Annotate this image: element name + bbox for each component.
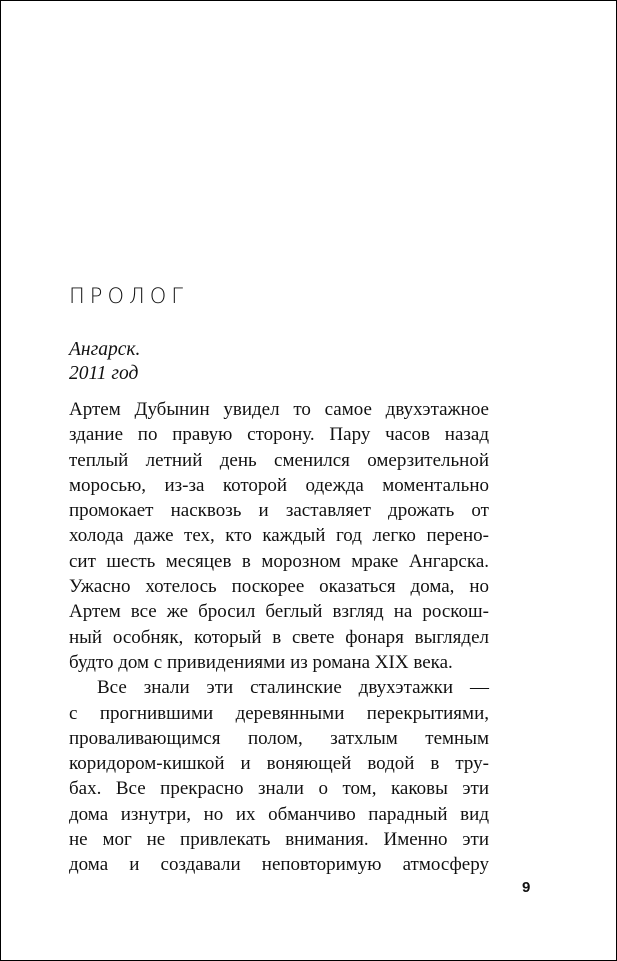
paragraph-2 (69, 675, 489, 877)
text-line: Артем Дубынин увидел то самое двухэтажное (69, 399, 489, 420)
text-line: бах. Все прекрасно знали о том, каковы эти (69, 778, 489, 800)
text-line: дома и создавали неповторимую атмосферу (69, 854, 489, 876)
location-place: Ангарск. (69, 339, 141, 360)
text-line: промокает насквозь и заставляет дрожать от (69, 500, 489, 522)
text-line: моросью, из-за которой одежда моментально (69, 474, 489, 496)
text-line: Артем все же бросил беглый взгляд на роскош- (69, 601, 489, 623)
chapter-title: ПРОЛОГ (69, 284, 189, 308)
text-line: проваливающимся полом, затхлым темным (69, 727, 489, 749)
paragraph-1 (69, 397, 489, 675)
location-heading (69, 338, 140, 386)
text-line: здание по правую сторону. Пару часов назад (69, 424, 489, 446)
text-line: холода даже тех, кто каждый год легко перено- (69, 525, 489, 547)
location-year: 2011 год (69, 363, 139, 384)
text-line: Все знали эти сталинские двухэтажки — (97, 677, 489, 699)
page-number: 9 (522, 879, 531, 896)
text-line: коридором-кишкой и воняющей водой в тру- (69, 753, 489, 775)
text-line: будто дом с привидениями из романа XIX века. (69, 651, 453, 673)
text-line: Ужасно хотелось поскорее оказаться дома, но (69, 576, 489, 598)
body-text (69, 397, 489, 878)
text-line: теплый летний день сменился омерзительной (69, 449, 489, 471)
text-line: сит шесть месяцев в морозном мраке Ангарска. (69, 550, 489, 572)
text-line: ный особняк, который в свете фонаря выглядел (69, 626, 489, 648)
text-line: с прогнившими деревянными перекрытиями, (69, 702, 489, 724)
text-line: не мог не привлекать внимания. Именно эти (69, 829, 489, 851)
text-line: дома изнутри, но их обманчиво парадный вид (69, 803, 489, 825)
